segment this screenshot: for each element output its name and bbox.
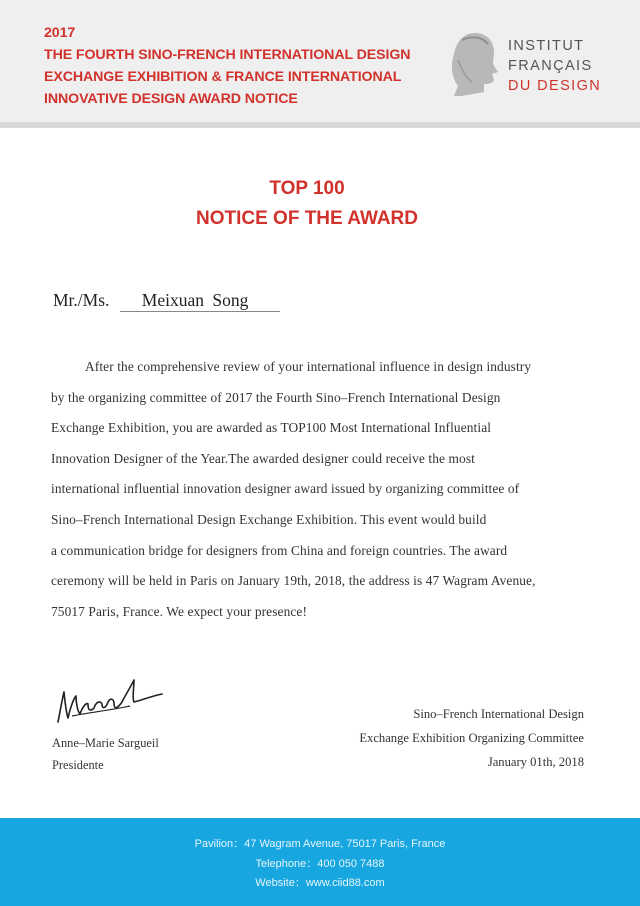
salutation-prefix: Mr./Ms.	[53, 290, 110, 310]
notice-body	[51, 352, 591, 627]
body-line: 75017 Paris, France. We expect your presence!	[51, 603, 308, 619]
body-line: Innovation Designer of the Year.The awarded designer could receive the most	[51, 450, 475, 466]
signer-name: Anne–Marie Sargueil	[52, 736, 159, 750]
header-title-line: INNOVATIVE DESIGN AWARD NOTICE	[44, 91, 298, 107]
body-line: Exchange Exhibition, you are awarded as TOP100 Most International Influential	[51, 420, 492, 436]
footer-bar	[0, 818, 640, 906]
organizer-block	[359, 702, 584, 774]
footer-website: Website：www.ciid88.com	[255, 877, 385, 889]
header-title	[44, 22, 410, 110]
header-title-line: EXCHANGE EXHIBITION & FRANCE INTERNATIONAL	[44, 69, 402, 85]
header-banner	[0, 0, 640, 128]
organizer-line: Sino–French International Design	[413, 707, 584, 721]
header-title-year: 2017	[44, 25, 76, 41]
body-line: international influential innovation designer award issued by organizing committee of	[51, 481, 520, 497]
signer-title: Presidente	[52, 758, 104, 772]
salutation	[53, 290, 280, 312]
institut-francais-logo	[448, 30, 608, 102]
logo-line-institut: INSTITUT	[508, 38, 585, 54]
handwritten-signature	[52, 672, 172, 730]
award-title	[0, 174, 614, 234]
footer-address: Pavilion：47 Wagram Avenue, 75017 Paris, France	[194, 838, 446, 850]
award-title-top100: TOP 100	[269, 178, 345, 199]
header-title-line: THE FOURTH SINO-FRENCH INTERNATIONAL DESIGN	[44, 47, 411, 63]
recipient-name: Meixuan Song	[120, 290, 281, 312]
logo-line-du-design: DU DESIGN	[508, 78, 602, 94]
body-line: Sino–French International Design Exchange Exhibition. This event would build	[51, 511, 487, 527]
logo-line-francais: FRANÇAIS	[508, 58, 593, 74]
body-line: a communication bridge for designers from China and foreign countries. The award	[51, 542, 508, 558]
award-title-notice: NOTICE OF THE AWARD	[195, 208, 419, 229]
body-line: ceremony will be held in Paris on January 19th, 2018, the address is 47 Wagram Avenue,	[51, 573, 536, 589]
organizer-line: Exchange Exhibition Organizing Committee	[359, 731, 584, 745]
footer-telephone: Telephone：400 050 7488	[255, 857, 385, 870]
notice-date: January 01th, 2018	[487, 755, 584, 769]
profile-head-icon	[448, 30, 506, 98]
logo-text	[508, 36, 601, 96]
signer-block	[52, 732, 159, 776]
body-line: by the organizing committee of 2017 the Fourth Sino–French International Design	[51, 389, 501, 405]
body-line: After the comprehensive review of your international influence in design industry	[85, 359, 532, 374]
